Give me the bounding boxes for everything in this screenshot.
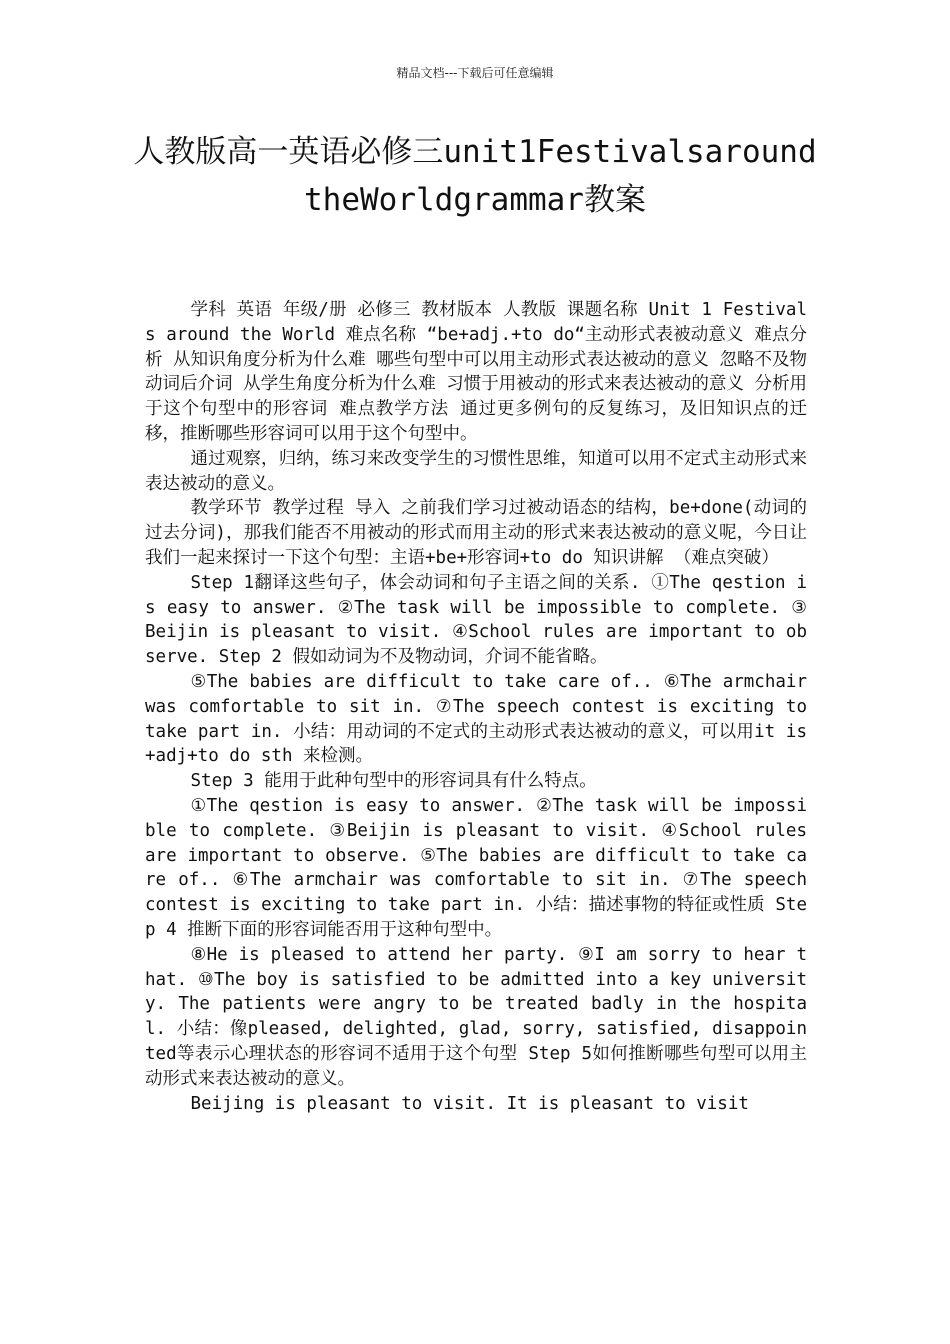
paragraph-3: 教学环节 教学过程 导入 之前我们学习过被动语态的结构，be+done(动词的过去分词)，那我们能否不用被动的形式而用主动的形式来表达被动的意义呢，今日让我们一起来探讨一下这个句型：主语+be+形容词+to do 知识讲解 （难点突破） — [145, 498, 807, 568]
document-body — [145, 298, 807, 1116]
document-title: 人教版高一英语必修三unit1FestivalsaroundtheWorldgrammar教案 — [133, 134, 817, 218]
paragraph-7: ①The qestion is easy to answer. ②The task will be impossible to complete. ③Beijin is pleasant to visit. ④School rules are important to observe. ⑤The babies are difficult to take care of.. ⑥The armchair was comfortable to sit in. ⑦The speech contest is exciting to take part in. 小结：描述事物的特征或性质 Step 4 推断下面的形容词能否用于这种句型中。 — [145, 795, 807, 940]
header-note: 精品文档---下载后可任意编辑 — [396, 66, 554, 80]
paragraph-2: 通过观察，归纳，练习来改变学生的习惯性思维，知道可以用不定式主动形式来表达被动的意义。 — [145, 448, 807, 494]
paragraph-4: Step 1翻译这些句子，体会动词和句子主语之间的关系. ①The qestion is easy to answer. ②The task will be impossible to complete. ③Beijin is pleasant to visit. ④School rules are important to observe. Step 2 假如动词为不及物动词，介词不能省略。 — [145, 572, 807, 668]
paragraph-1: 学科 英语 年级/册 必修三 教材版本 人教版 课题名称 Unit 1 Festivals around the World 难点名称 “be+adj.+to do“主动形式表被动意义 难点分析 从知识角度分析为什么难 哪些句型中可以用主动形式表达被动的意义 忽略不及物动词后介词 从学生角度分析为什么难 习惯于用被动的形式来表达被动的意义 分析用于这个句型中的形容词 难点教学方法 通过更多例句的反复练习，及旧知识点的迁移，推断哪些形容词可以用于这个句型中。 — [145, 300, 807, 444]
paragraph-5: ⑤The babies are difficult to take care of.. ⑥The armchair was comfortable to sit in. ⑦The speech contest is exciting to take part in. 小结：用动词的不定式的主动形式表达被动的意义，可以用it is+adj+to do sth 来检测。 — [145, 671, 807, 767]
paragraph-9: Beijing is pleasant to visit. It is pleasant to visit — [190, 1093, 749, 1114]
paragraph-6: Step 3 能用于此种句型中的形容词具有什么特点。 — [190, 771, 597, 792]
paragraph-8: ⑧He is pleased to attend her party. ⑨I am sorry to hear that. ⑩The boy is satisfied to be admitted into a key university. The patients were angry to be treated badly in the hospital. 小结：像pleased, delighted, glad, sorry, satisfied, disappointed等表示心理状态的形容词不适用于这个句型 Step 5如何推断哪些句型可以用主动形式来表达被动的意义。 — [145, 944, 807, 1089]
